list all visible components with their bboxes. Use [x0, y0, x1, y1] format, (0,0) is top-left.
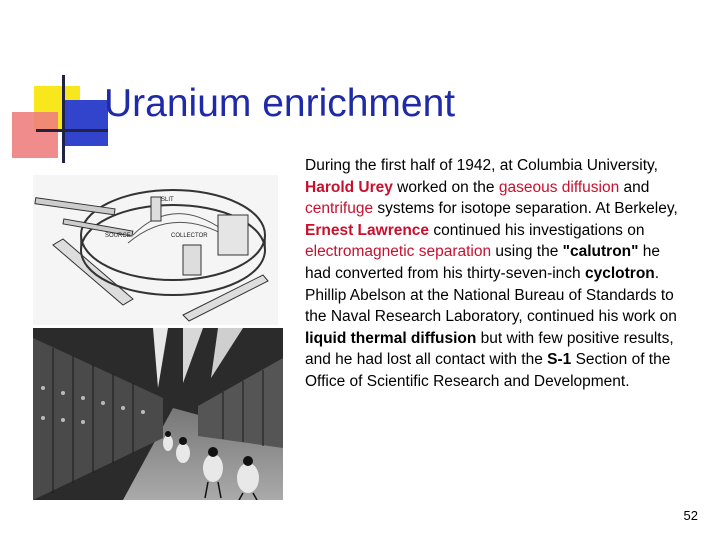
- body-text-run: but with few positive results, and he had lost all contact with the: [305, 329, 674, 369]
- body-text-run: Harold Urey: [305, 178, 393, 196]
- body-text-run: "calutron": [562, 243, 639, 261]
- slide-title: Uranium enrichment: [104, 82, 456, 125]
- body-text-run: systems for isotope separation. At Berkeley,: [373, 200, 678, 218]
- calutron-diagram-image: [33, 175, 278, 325]
- label-slit: SLIT: [161, 197, 174, 203]
- decor-blue-square: [62, 100, 108, 146]
- label-collector: COLLECTOR: [171, 233, 208, 239]
- body-text-run: Section of the Office of Scientific Research and Development.: [305, 351, 671, 390]
- body-text-run: During the first half of 1942, at Columbia University,: [305, 157, 658, 174]
- body-paragraph: [305, 155, 685, 393]
- body-text-run: cyclotron: [584, 264, 655, 282]
- body-text-run: and: [619, 178, 650, 196]
- body-text-run: centrifuge: [305, 200, 374, 218]
- body-text-run: worked on the: [392, 178, 499, 196]
- body-text-run: continued his investigations on: [429, 221, 645, 239]
- control-room-photo: [33, 328, 283, 500]
- body-text-run: using the: [491, 243, 563, 261]
- label-source: SOURCE: [105, 233, 131, 239]
- title-decoration: [0, 0, 110, 170]
- decor-vertical-line: [62, 75, 65, 163]
- decor-pink-square: [12, 112, 58, 158]
- body-text-run: he had converted from his thirty-seven-inch: [305, 243, 661, 282]
- page-number: 52: [683, 508, 698, 523]
- body-text-run: . Phillip Abelson at the National Bureau of Standards to the Naval Research Laboratory, continued his work on: [305, 264, 677, 326]
- decor-horizontal-line: [36, 129, 108, 132]
- body-text-run: S-1: [547, 351, 572, 369]
- body-text-run: Ernest Lawrence: [305, 221, 430, 239]
- body-text-run: gaseous diffusion: [498, 178, 620, 196]
- body-text-run: electromagnetic separation: [305, 243, 492, 261]
- body-text-run: liquid thermal diffusion: [305, 329, 477, 347]
